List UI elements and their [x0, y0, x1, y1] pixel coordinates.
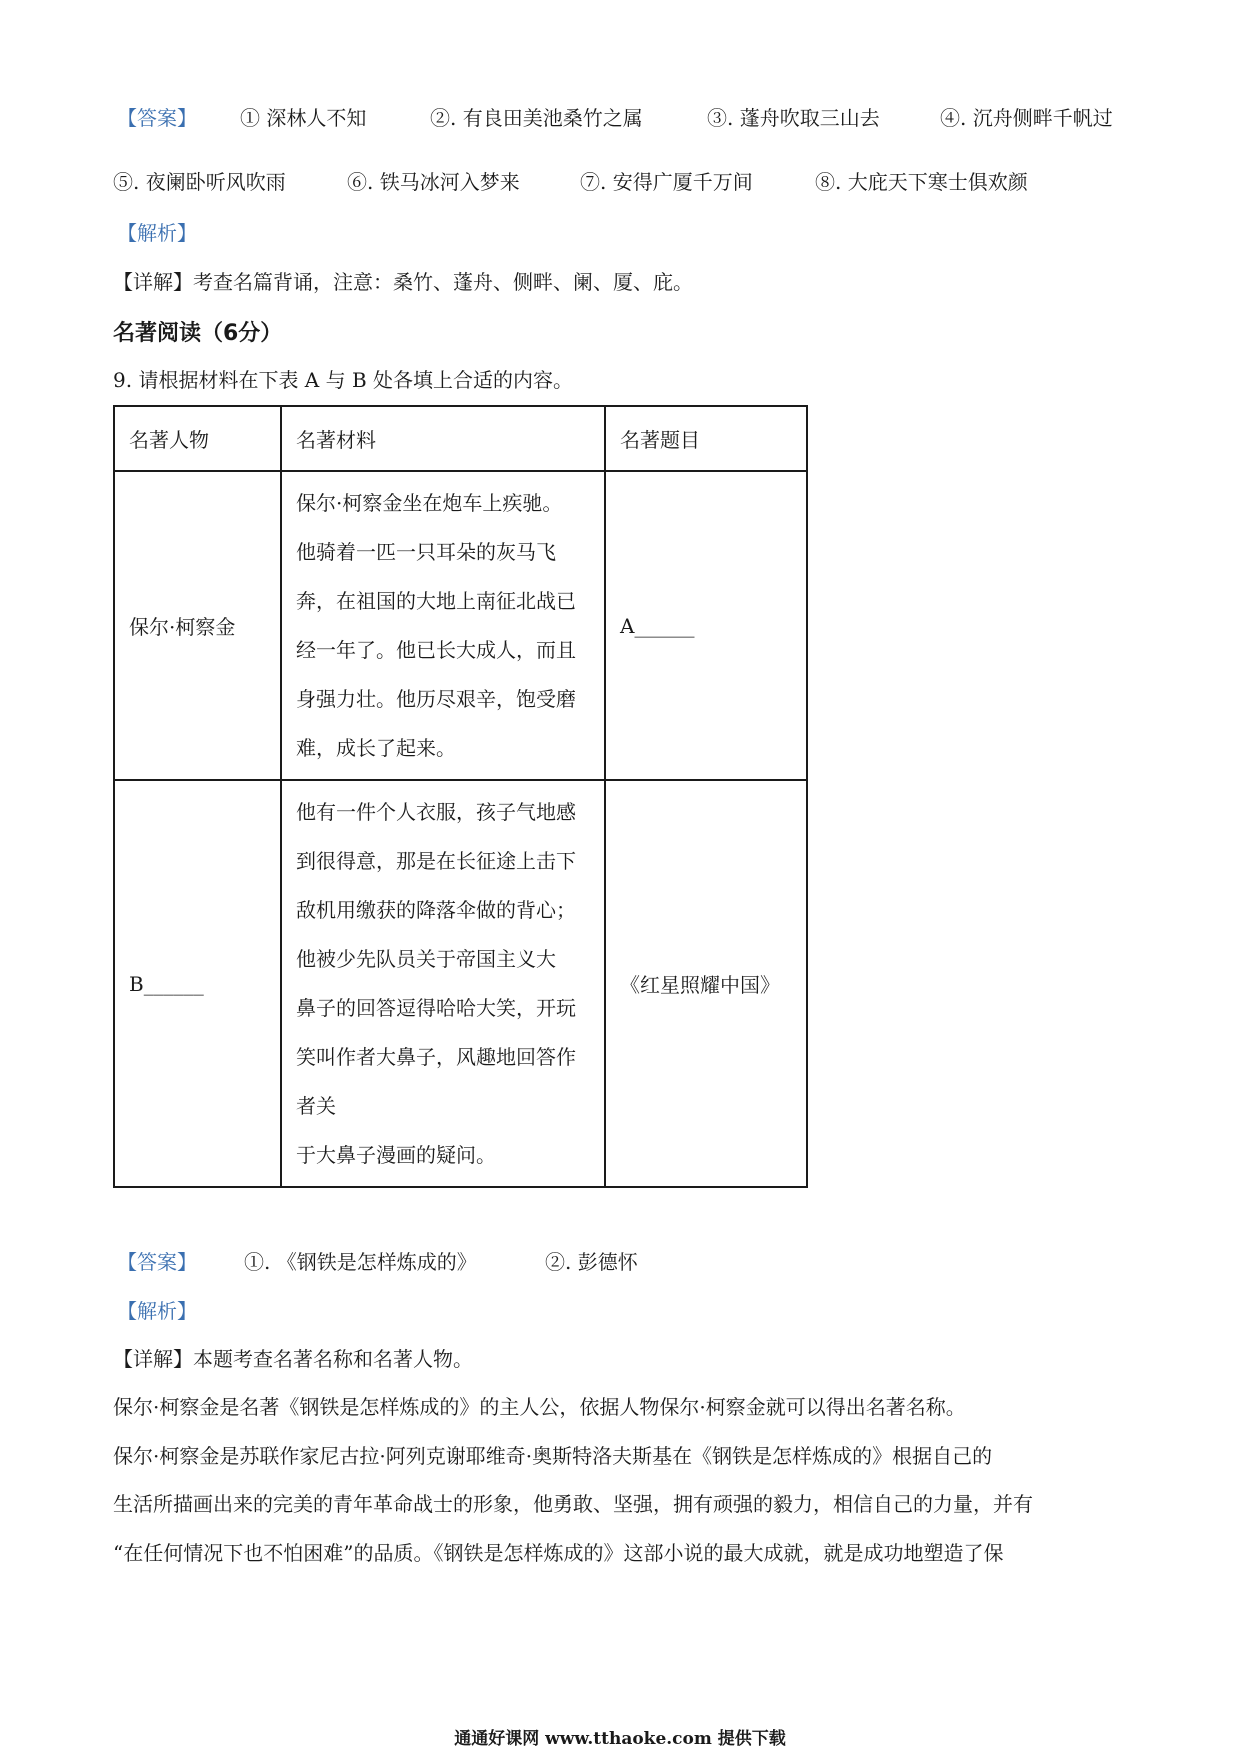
answer-tag: 【答案】 [117, 106, 197, 130]
analysis-tag: 【解析】 [117, 221, 197, 245]
detail-text: 【详解】本题考查名著名称和名著人物。 [113, 1347, 473, 1371]
answer-item: ⑤. 夜阑卧听风吹雨 [113, 170, 286, 194]
detail-text: 【详解】考查名篇背诵，注意：桑竹、蓬舟、侧畔、阑、厦、庇。 [113, 270, 693, 294]
question-text: 9. 请根据材料在下表 A 与 B 处各填上合适的内容。 [113, 368, 574, 392]
header-material: 名著材料 [281, 406, 605, 471]
material-line: 经一年了。他已长大成人，而且 [296, 637, 576, 662]
material-line: 保尔·柯察金坐在炮车上疾驰。 [296, 490, 563, 515]
section-title: 名著阅读（6分） [113, 321, 283, 346]
material-line: 于大鼻子漫画的疑问。 [296, 1142, 496, 1167]
material-line: 他骑着一匹一只耳朵的灰马飞 [296, 539, 556, 564]
cell-character-blank: B______ [114, 780, 281, 1187]
material-line: 者关 [296, 1093, 336, 1118]
header-character: 名著人物 [114, 406, 281, 471]
table-row [114, 780, 807, 1187]
answer-item: ① 深林人不知 [240, 106, 367, 130]
detail-text: 保尔·柯察金是名著《钢铁是怎样炼成的》的主人公，依据人物保尔·柯察金就可以得出名著名称。 [113, 1395, 966, 1419]
answer-tag: 【答案】 [117, 1250, 197, 1274]
page-footer: 通通好课网 www.tthaoke.com 提供下载 [454, 1729, 786, 1749]
answer-item: ⑧. 大庇天下寒士俱欢颜 [815, 170, 1028, 194]
table-row [114, 471, 807, 780]
header-title: 名著题目 [605, 406, 807, 471]
answer-item: ④. 沉舟侧畔千帆过 [940, 106, 1113, 130]
answer-item: ②. 有良田美池桑竹之属 [430, 106, 643, 130]
answer-item: ③. 蓬舟吹取三山去 [707, 106, 880, 130]
material-line: 敌机用缴获的降落伞做的背心； [296, 897, 576, 922]
detail-text: “在任何情况下也不怕困难”的品质。《钢铁是怎样炼成的》这部小说的最大成就，就是成功地塑造了保 [113, 1541, 1004, 1565]
cell-title: 《红星照耀中国》 [605, 780, 807, 1187]
material-line: 他被少先队员关于帝国主义大 [296, 946, 556, 971]
cell-character: 保尔·柯察金 [114, 471, 281, 780]
material-line: 鼻子的回答逗得哈哈大笑，开玩 [296, 995, 576, 1020]
answer-item: ①. 《钢铁是怎样炼成的》 [244, 1250, 477, 1274]
answer-item: ⑦. 安得广厦千万间 [580, 170, 753, 194]
detail-text: 生活所描画出来的完美的青年革命战士的形象，他勇敢、坚强，拥有顽强的毅力，相信自己的力量，并有 [113, 1492, 1033, 1516]
material-line: 到很得意，那是在长征途上击下 [296, 848, 576, 873]
question-table [113, 405, 808, 1188]
material-line: 他有一件个人衣服，孩子气地感 [296, 799, 576, 824]
material-line: 难，成长了起来。 [296, 735, 456, 760]
detail-text: 保尔·柯察金是苏联作家尼古拉·阿列克谢耶维奇·奥斯特洛夫斯基在《钢铁是怎样炼成的》根据自己的 [113, 1444, 993, 1468]
cell-material [281, 780, 605, 1187]
material-line: 身强力壮。他历尽艰辛，饱受磨 [296, 686, 576, 711]
answer-item: ②. 彭德怀 [545, 1250, 638, 1274]
material-line: 笑叫作者大鼻子，风趣地回答作 [296, 1044, 576, 1069]
cell-material [281, 471, 605, 780]
table-header-row [114, 406, 807, 471]
cell-title-blank: A______ [605, 471, 807, 780]
material-line: 奔，在祖国的大地上南征北战已 [296, 588, 576, 613]
answer-item: ⑥. 铁马冰河入梦来 [347, 170, 520, 194]
analysis-tag: 【解析】 [117, 1299, 197, 1323]
